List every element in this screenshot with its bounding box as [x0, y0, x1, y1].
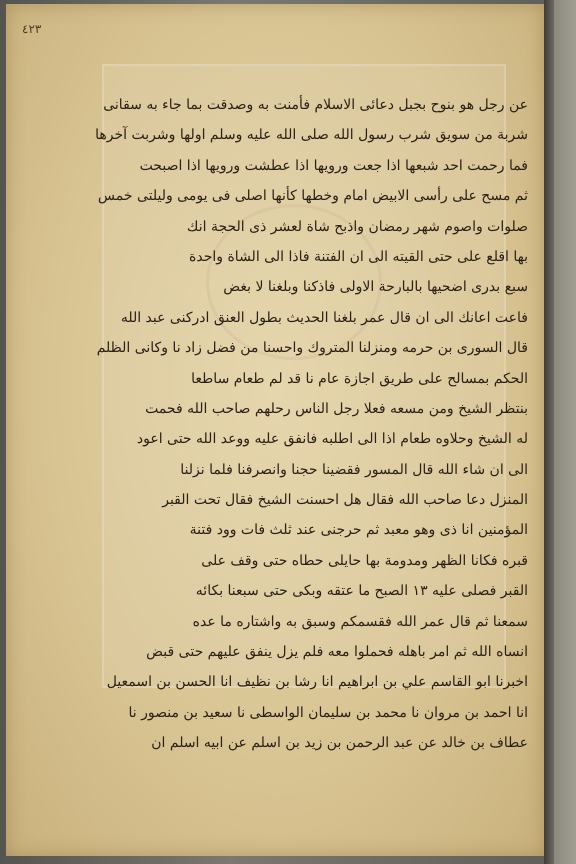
- text-line: المنزل دعا صاحب الله فقال هل احسنت الشيخ فقال تحت القبر: [162, 492, 528, 509]
- text-line: بنتظر الشيخ ومن مسعه فعلا رجل الناس رحلهم صاحب الله فحمت: [145, 400, 528, 417]
- text-line: سمعنا ثم قال عمر الله فقسمكم وسبق به واشتاره ما عده: [192, 613, 528, 630]
- text-line: انساه الله ثم امر باهله فحملوا معه فلم يزل ينفق عليهم حتى قبض: [146, 644, 528, 661]
- manuscript-page: [6, 4, 544, 856]
- text-line: شربة من سويق شرب رسول الله صلى الله عليه وسلم اولها وشربت آخرها: [95, 127, 528, 144]
- text-line: سبع بدرى اضحيها بالبارحة الاولى فاذكنا وبلغنا لا بغض: [223, 279, 528, 296]
- book-binding-edge: [544, 0, 554, 864]
- text-line: فاعت اعانك الى ان قال عمر بلغنا الحديث بطول العنق ادركنى عبد الله: [120, 309, 528, 326]
- text-line: بها اقلع على حتى القيته الى ان الفتنة فاذا الى الشاة واحدة: [189, 248, 528, 265]
- text-line: عن رجل هو بنوح بجبل دعائى الاسلام فأمنت به وصدقت بما جاء به سقانى: [103, 97, 528, 113]
- text-line: انا احمد بن مروان نا محمد بن سليمان الواسطى نا سعيد بن منصور نا: [128, 704, 528, 721]
- text-line: الى ان شاء الله قال المسور فقضينا حجنا وانصرفنا فلما نزلنا: [180, 461, 528, 478]
- text-line: الحكم بمسالح على طريق اجازة عام نا قد لم طعام ساطعا: [191, 370, 528, 387]
- facing-page-edge: [554, 0, 576, 864]
- text-line: عطاف بن خالد عن عبد الرحمن بن زيد بن اسلم عن ابيه اسلم ان: [151, 735, 528, 752]
- text-line: قبره فكانا الظهر ومدومة بها حايلى حطاه حتى وقف على: [201, 552, 528, 569]
- text-line: اخبرنا ابو القاسم علي بن ابراهيم انا رشا بن نظيف انا الحسن بن اسمعيل: [106, 674, 528, 691]
- text-line: صلوات واصوم شهر رمضان واذبح شاة لعشر ذى الحجة انك: [186, 218, 528, 235]
- text-line: القبر فصلى عليه ١٣ الصبح ما عتقه وبكى حتى سبعنا بكائه: [195, 583, 528, 600]
- text-line: ثم مسح على رأسى الابيض امام وخطها كأنها اصلى فى يومى وليلتى خمس: [97, 188, 528, 205]
- manuscript-text: [58, 90, 528, 759]
- text-line: المؤمنين انا ذى وهو معبد ثم حرجنى عند ثلث فات وود فتنة: [189, 522, 528, 539]
- text-line: له الشيخ وحلاوه طعام اذا الى اطلبه فانفق عليه ووعد الله حتى اعود: [136, 431, 528, 448]
- text-line: قال السورى بن حرمه ومنزلنا المتروك واحسنا من فضل زاد نا وكانى الظلم: [96, 340, 528, 357]
- page-number: ٤٢٣: [22, 22, 42, 36]
- text-line: فما رحمت احد شبعها اذا جعت ورويها اذا عطشت ورويها اذا اصبحت: [139, 157, 528, 174]
